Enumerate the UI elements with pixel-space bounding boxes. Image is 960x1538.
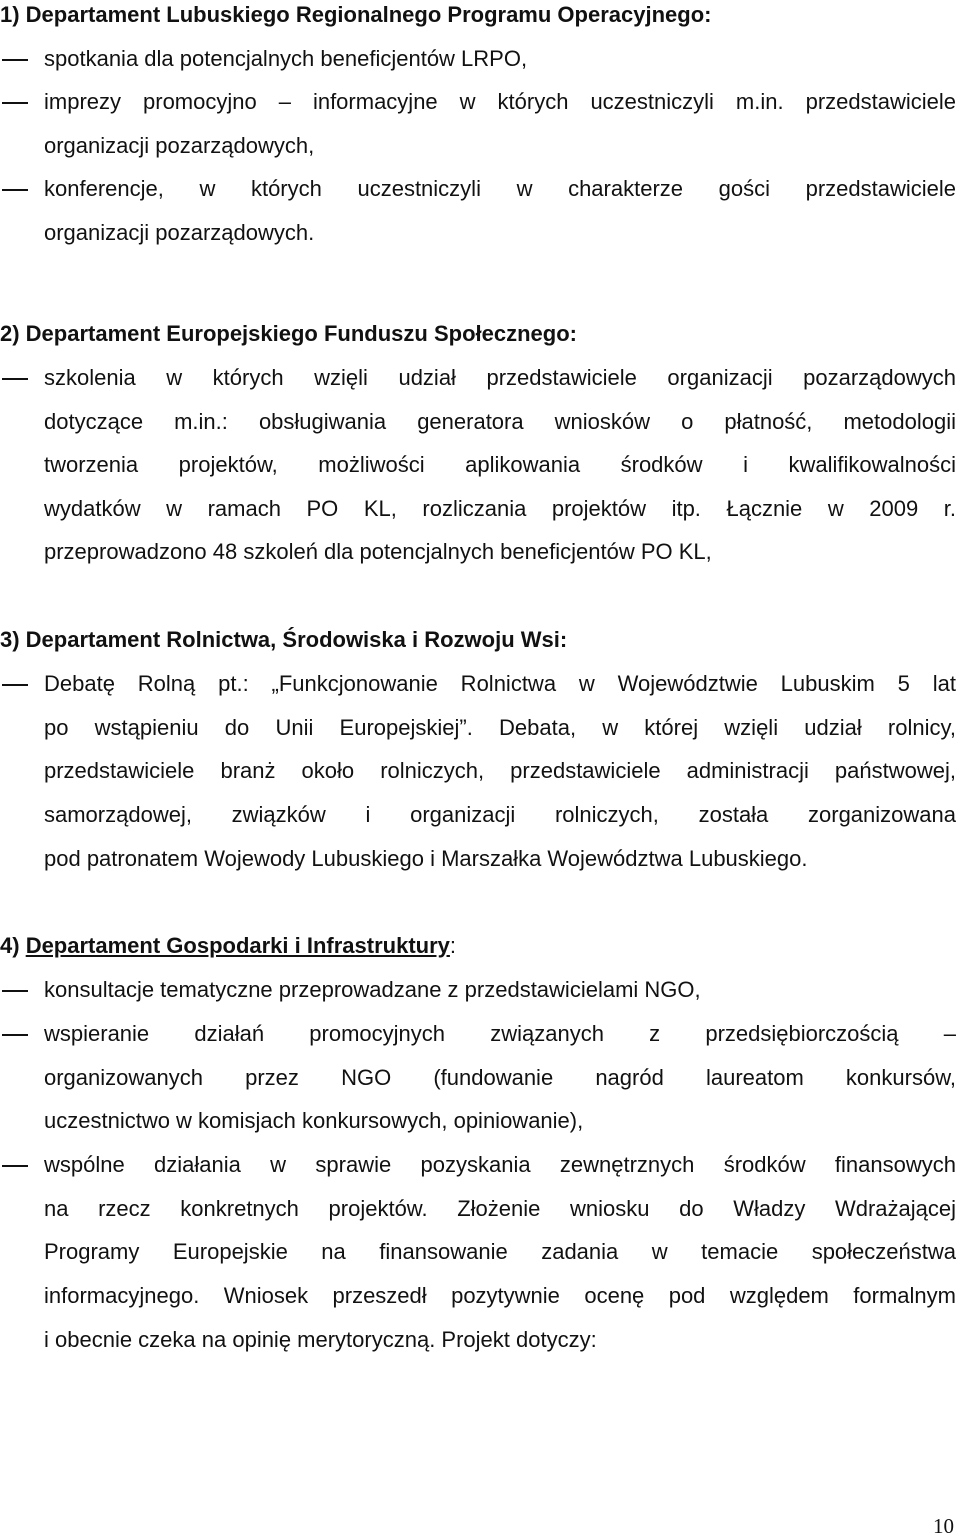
section-1-bullet-3-line-2: organizacji pozarządowych. — [44, 220, 315, 245]
section-3-bullet-1-line-4: samorządowej, związków i organizacji rolniczych, została zorganizowana — [44, 802, 956, 827]
section-4-title: Departament Gospodarki i Infrastruktury — [25, 933, 450, 958]
section-3-bullet-1-line-2: po wstąpieniu do Unii Europejskiej”. Debata, w której wzięli udział rolnicy, — [44, 715, 956, 740]
bullet-dash — [2, 1165, 28, 1167]
section-2-bullet-1-line-1: szkolenia w których wzięli udział przedstawiciele organizacji pozarządowych — [44, 365, 956, 390]
section-1-bullet-2-line-2: organizacji pozarządowych, — [44, 133, 315, 158]
section-2-bullet-1-line-2: dotyczące m.in.: obsługiwania generatora wniosków o płatność, metodologii — [44, 409, 956, 434]
section-4-bullet-2-line-1: wspieranie działań promocyjnych związanych z przedsiębiorczością – — [44, 1021, 956, 1046]
section-3-bullet-1-line-1: Debatę Rolną pt.: „Funkcjonowanie Rolnictwa w Województwie Lubuskim 5 lat — [44, 671, 956, 696]
section-4-bullet-3-line-5: i obecnie czeka na opinię merytoryczną. Projekt dotyczy: — [44, 1327, 597, 1352]
section-1-bullet-3-line-1: konferencje, w których uczestniczyli w charakterze gości przedstawiciele — [44, 176, 956, 201]
bullet-dash — [2, 684, 28, 686]
bullet-dash — [2, 990, 28, 992]
section-4-number: 4) — [0, 933, 20, 958]
section-3-bullet-1-line-5: pod patronatem Wojewody Lubuskiego i Marszałka Województwa Lubuskiego. — [44, 846, 808, 871]
section-4-bullet-3-line-2: na rzecz konkretnych projektów. Złożenie wniosku do Władzy Wdrażającej — [44, 1196, 956, 1221]
section-3-heading: 3) Departament Rolnictwa, Środowiska i Rozwoju Wsi: — [0, 627, 568, 652]
section-2-bullet-1-line-3: tworzenia projektów, możliwości aplikowania środków i kwalifikowalności — [44, 452, 956, 477]
section-3-bullet-1-line-3: przedstawiciele branż około rolniczych, przedstawiciele administracji państwowej, — [44, 758, 956, 783]
bullet-dash — [2, 102, 28, 104]
bullet-dash — [2, 1034, 28, 1036]
page-number: 10 — [933, 1514, 954, 1538]
section-4-bullet-2-line-2: organizowanych przez NGO (fundowanie nagród laureatom konkursów, — [44, 1065, 956, 1090]
section-1-bullet-2-line-1: imprezy promocyjno – informacyjne w których uczestniczyli m.in. przedstawiciele — [44, 89, 956, 114]
section-1-bullet-1-line-1: spotkania dla potencjalnych beneficjentów LRPO, — [44, 46, 528, 71]
section-4-bullet-3-line-1: wspólne działania w sprawie pozyskania zewnętrznych środków finansowych — [44, 1152, 956, 1177]
section-2-heading: 2) Departament Europejskiego Funduszu Społecznego: — [0, 321, 577, 346]
section-2-bullet-1-line-4: wydatków w ramach PO KL, rozliczania projektów itp. Łącznie w 2009 r. — [44, 496, 956, 521]
section-4-colon: : — [449, 933, 457, 958]
section-4-bullet-2-line-3: uczestnictwo w komisjach konkursowych, opiniowanie), — [44, 1108, 584, 1133]
section-4-bullet-1-line-1: konsultacje tematyczne przeprowadzane z przedstawicielami NGO, — [44, 977, 701, 1002]
section-1-heading: 1) Departament Lubuskiego Regionalnego Programu Operacyjnego: — [0, 2, 712, 27]
bullet-dash — [2, 378, 28, 380]
section-4-bullet-3-line-4: informacyjnego. Wniosek przeszedł pozytywnie ocenę pod względem formalnym — [44, 1283, 956, 1308]
bullet-dash — [2, 59, 28, 61]
bullet-dash — [2, 189, 28, 191]
section-2-bullet-1-line-5: przeprowadzono 48 szkoleń dla potencjalnych beneficjentów PO KL, — [44, 539, 712, 564]
section-4-bullet-3-line-3: Programy Europejskie na finansowanie zadania w temacie społeczeństwa — [44, 1239, 956, 1264]
section-4-heading — [0, 932, 956, 959]
